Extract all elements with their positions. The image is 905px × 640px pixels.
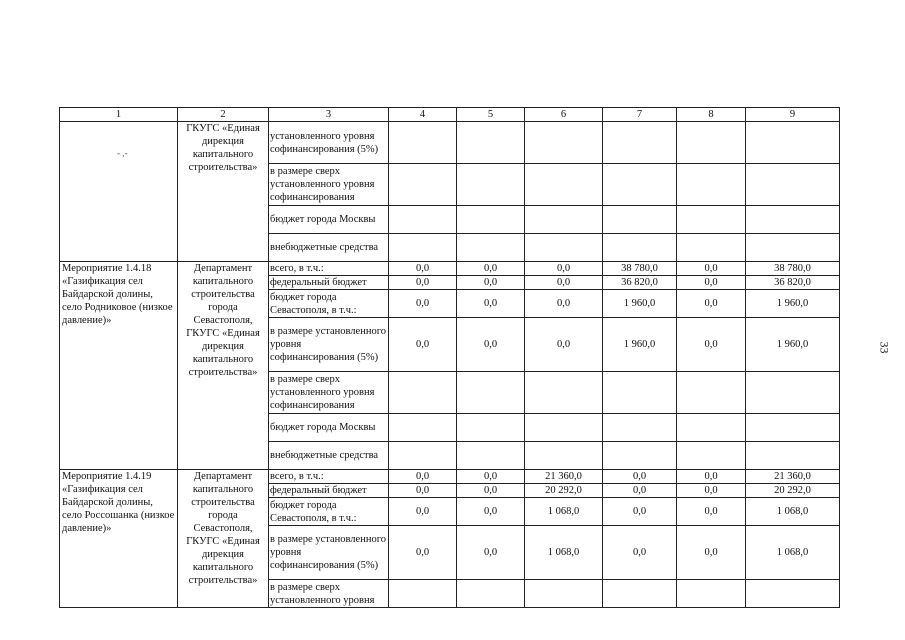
row-label: внебюджетные средства [269, 442, 389, 470]
row-label: в размере установленного уровня софинансирования (5%) [269, 526, 389, 580]
value-cell: 1 960,0 [746, 290, 840, 318]
row-label: в размере сверх установленного уровня [269, 580, 389, 608]
row-label: бюджет города Севастополя, в т.ч.: [269, 290, 389, 318]
measure-cell [60, 122, 178, 262]
value-cell: 0,0 [457, 526, 525, 580]
executor-cell: Департамент капитального строительства города Севастополя, ГКУГС «Единая дирекция капитального строительства» [178, 470, 269, 608]
value-cell: 0,0 [457, 290, 525, 318]
value-cell: 1 960,0 [603, 290, 677, 318]
executor-cell: ГКУГС «Единая дирекция капитального строительства» [178, 122, 269, 262]
executor-cell: Департамент капитального строительства города Севастополя, ГКУГС «Единая дирекция капитального строительства» [178, 262, 269, 470]
value-cell: 38 780,0 [746, 262, 840, 276]
row-label: федеральный бюджет [269, 276, 389, 290]
row-label: всего, в т.ч.: [269, 470, 389, 484]
row-label: бюджет города Москвы [269, 414, 389, 442]
value-cell: 0,0 [525, 276, 603, 290]
col-header: 4 [389, 108, 457, 122]
value-cell: 36 820,0 [746, 276, 840, 290]
value-cell: 21 360,0 [525, 470, 603, 484]
value-cell: 0,0 [677, 526, 746, 580]
value-cell: 0,0 [525, 290, 603, 318]
value-cell: 0,0 [457, 470, 525, 484]
row-label: федеральный бюджет [269, 484, 389, 498]
col-header: 3 [269, 108, 389, 122]
col-header: 1 [60, 108, 178, 122]
value-cell: 0,0 [457, 318, 525, 372]
col-header: 8 [677, 108, 746, 122]
value-cell: 1 068,0 [525, 498, 603, 526]
page-number: 33 [877, 341, 892, 354]
row-label: в размере сверх установленного уровня софинансирования [269, 164, 389, 206]
value-cell: 0,0 [525, 262, 603, 276]
col-header: 6 [525, 108, 603, 122]
value-cell: 0,0 [603, 498, 677, 526]
value-cell: 0,0 [603, 470, 677, 484]
row-label: в размере сверх установленного уровня софинансирования [269, 372, 389, 414]
value-cell: 0,0 [389, 262, 457, 276]
value-cell: 0,0 [389, 276, 457, 290]
table-row [60, 470, 840, 484]
value-cell: 0,0 [457, 484, 525, 498]
value-cell: 0,0 [389, 484, 457, 498]
value-cell: 0,0 [389, 290, 457, 318]
value-cell: 0,0 [603, 484, 677, 498]
value-cell: 1 068,0 [746, 526, 840, 580]
col-header: 9 [746, 108, 840, 122]
col-header: 7 [603, 108, 677, 122]
row-label: бюджет города Москвы [269, 206, 389, 234]
table-row [60, 262, 840, 276]
value-cell: 0,0 [603, 526, 677, 580]
value-cell: 20 292,0 [525, 484, 603, 498]
scan-speck: - ,- [117, 148, 128, 158]
value-cell: 0,0 [457, 276, 525, 290]
value-cell: 21 360,0 [746, 470, 840, 484]
value-cell: 0,0 [525, 318, 603, 372]
header-row [60, 108, 840, 122]
value-cell: 1 960,0 [603, 318, 677, 372]
value-cell: 0,0 [457, 262, 525, 276]
row-label: бюджет города Севастополя, в т.ч.: [269, 498, 389, 526]
value-cell: 0,0 [677, 276, 746, 290]
value-cell: 0,0 [677, 484, 746, 498]
value-cell: 0,0 [677, 498, 746, 526]
value-cell: 0,0 [677, 318, 746, 372]
value-cell: 0,0 [389, 318, 457, 372]
row-label: всего, в т.ч.: [269, 262, 389, 276]
budget-table [59, 107, 840, 608]
value-cell: 0,0 [389, 470, 457, 484]
measure-name: Мероприятие 1.4.18 «Газификация сел Байдарской долины, село Родниковое (низкое давление)» [60, 262, 178, 470]
value-cell: 20 292,0 [746, 484, 840, 498]
col-header: 5 [457, 108, 525, 122]
value-cell: 1 068,0 [525, 526, 603, 580]
value-cell: 0,0 [677, 470, 746, 484]
row-label: установленного уровня софинансирования (5%) [269, 122, 389, 164]
value-cell: 38 780,0 [603, 262, 677, 276]
value-cell: 0,0 [457, 498, 525, 526]
value-cell: 0,0 [677, 290, 746, 318]
table-row [60, 122, 840, 164]
measure-name: Мероприятие 1.4.19 «Газификация сел Байдарской долины, село Россошанка (низкое давление)» [60, 470, 178, 608]
value-cell: 0,0 [389, 526, 457, 580]
row-label: внебюджетные средства [269, 234, 389, 262]
col-header: 2 [178, 108, 269, 122]
row-label: в размере установленного уровня софинансирования (5%) [269, 318, 389, 372]
value-cell: 1 960,0 [746, 318, 840, 372]
value-cell: 0,0 [677, 262, 746, 276]
value-cell: 1 068,0 [746, 498, 840, 526]
value-cell: 0,0 [389, 498, 457, 526]
value-cell: 36 820,0 [603, 276, 677, 290]
